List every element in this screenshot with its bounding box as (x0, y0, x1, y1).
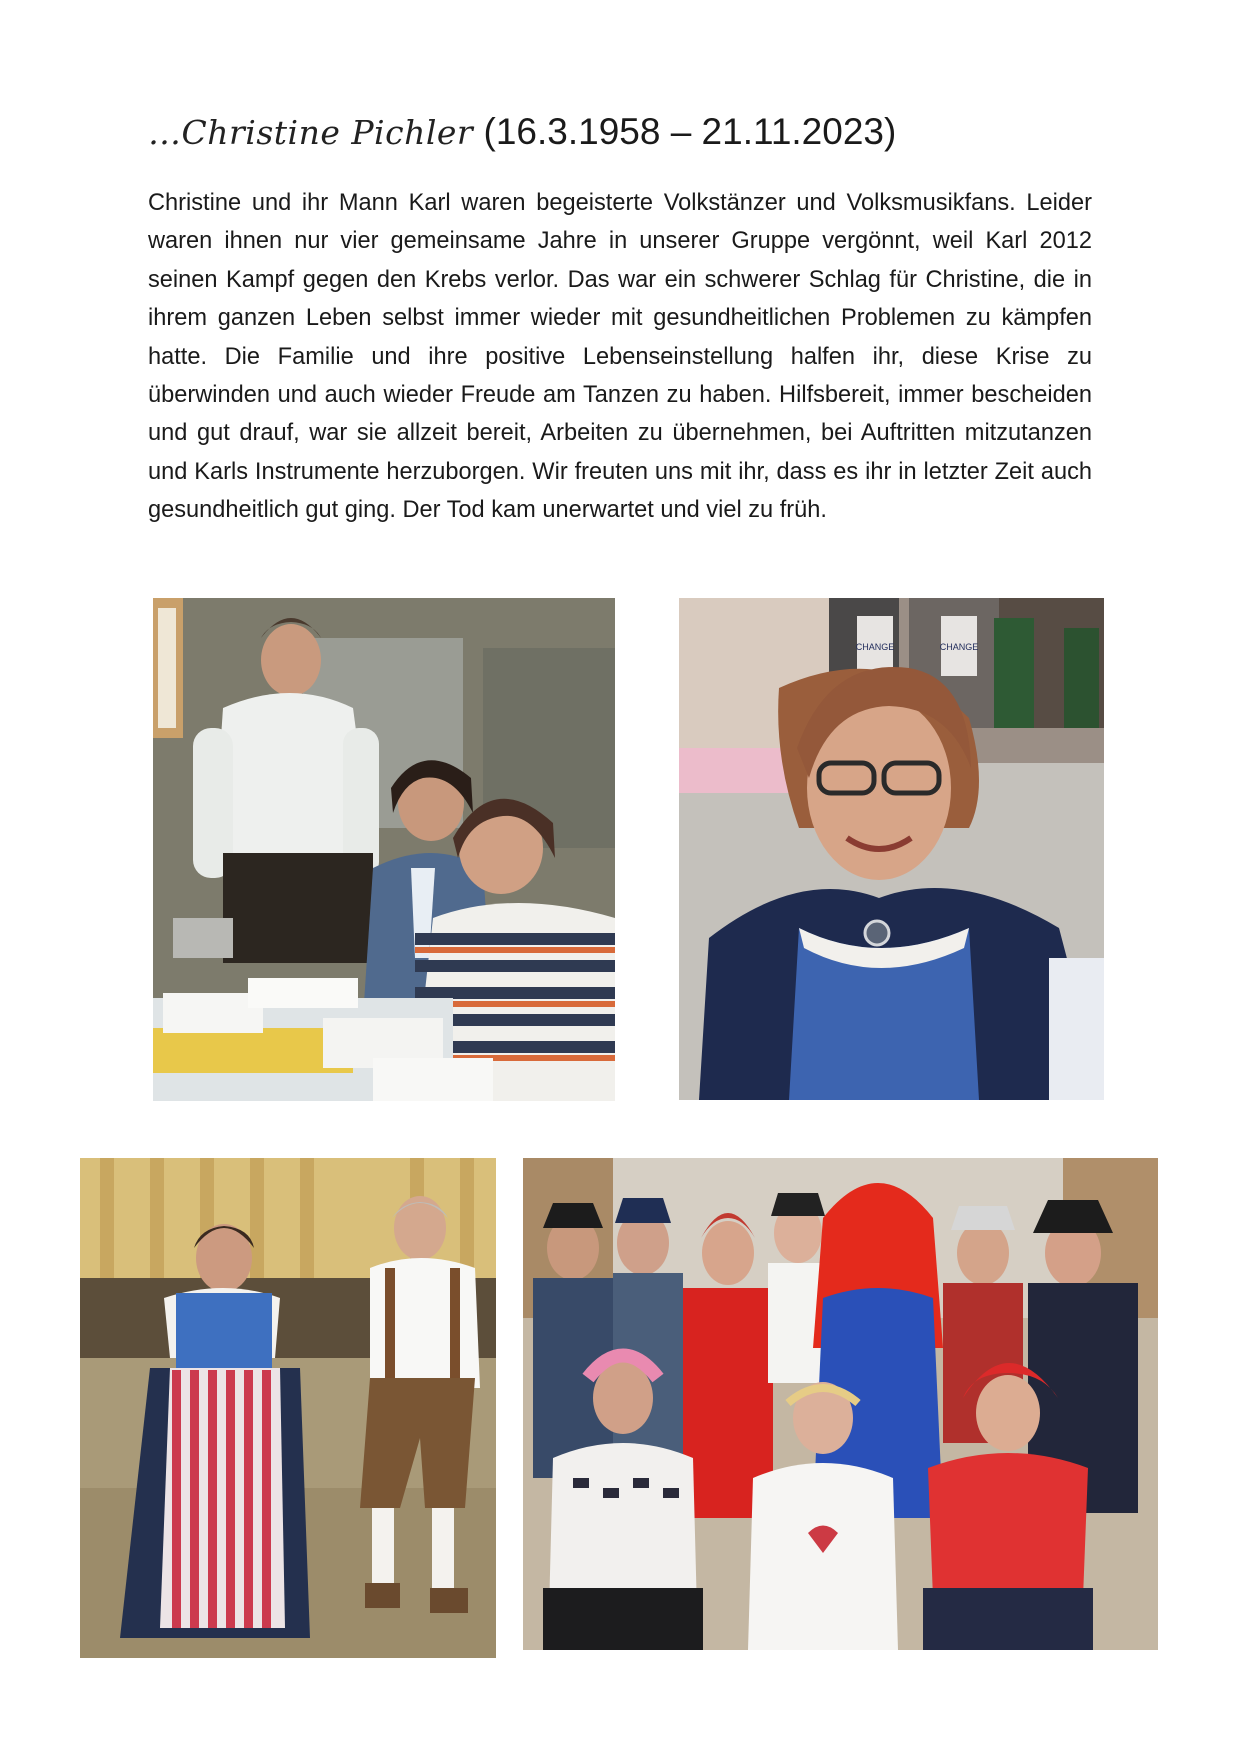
photo-portrait-street (679, 598, 1104, 1100)
photo-dancing-couple (80, 1158, 496, 1658)
title-dates: (16.3.1958 – 21.11.2023) (483, 111, 897, 152)
photo-sorting-papers (153, 598, 615, 1101)
page-title (148, 108, 1148, 157)
sign-change-2: CHANGE (939, 642, 979, 652)
memorial-paragraph: Christine und ihr Mann Karl waren begeisterte Volkstänzer und Volksmusikfans. Leider waren ihnen nur vier gemeinsame Jahre in unserer Gruppe vergönnt, weil Karl 2012 seinen Kampf gegen den Krebs verlor. Das war ein schwerer Schlag für Christine, die in ihrem ganzen Leben selbst immer wieder mit gesundheitlichen Problemen zu kämpfen hatte. Die Familie und ihre positive Lebenseinstellung halfen ihr, diese Krise zu überwinden und auch wieder Freude am Tanzen zu haben. Hilfsbereit, immer bescheiden und gut drauf, war sie allzeit bereit, Arbeiten zu übernehmen, bei Auftritten mitzutanzen und Karls Instrumente herzuborgen. Wir freuten uns mit ihr, dass es ihr in letzter Zeit auch gesundheitlich gut ging. Der Tod kam unerwartet und viel zu früh. (148, 190, 1092, 524)
sign-change-1: CHANGE (855, 642, 895, 652)
title-name: …Christine Pichler (148, 113, 474, 152)
photo-group-costumes (523, 1158, 1158, 1650)
